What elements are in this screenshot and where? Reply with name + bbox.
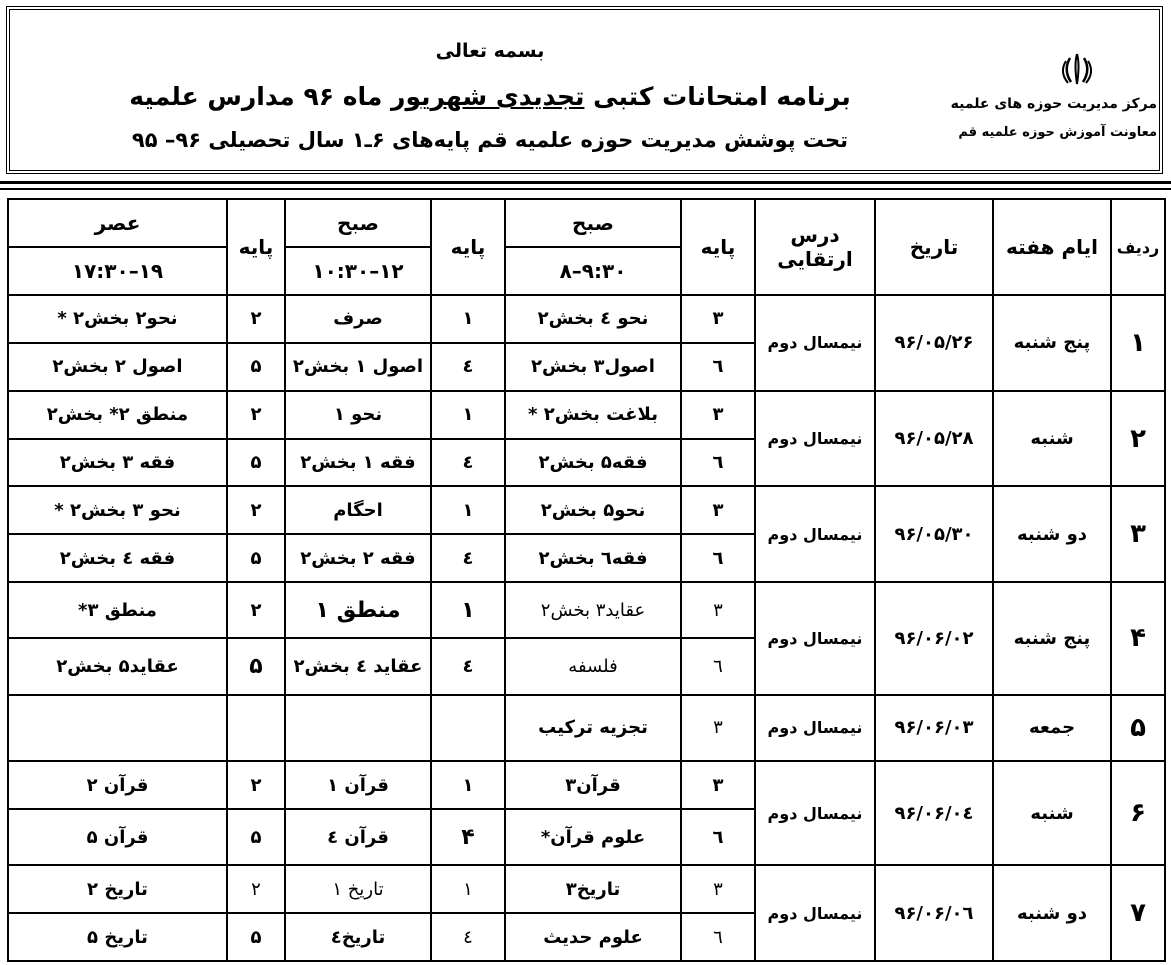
exam-schedule-table bbox=[7, 198, 1166, 962]
cell-paye-1: ٦ bbox=[681, 809, 755, 865]
cell-paye-1: ٦ bbox=[681, 439, 755, 487]
cell-subject-2: عقاید ٤ بخش۲ bbox=[285, 638, 431, 694]
cell-subject-1: فقه۵ بخش۲ bbox=[505, 439, 681, 487]
header-asr-time: ۱۹–۱۷:۳۰ bbox=[8, 247, 227, 295]
cell-subject-2 bbox=[285, 695, 431, 762]
cell-paye-2: ۱ bbox=[431, 865, 505, 913]
row-dars: نیمسال دوم bbox=[755, 486, 875, 582]
cell-paye-3: ۵ bbox=[227, 809, 285, 865]
cell-subject-1: عقاید۳ بخش۲ bbox=[505, 582, 681, 638]
header-line-2 bbox=[70, 82, 910, 111]
divider bbox=[0, 181, 1171, 184]
row-day: پنج شنبه bbox=[993, 582, 1111, 694]
cell-paye-2: ۴ bbox=[431, 809, 505, 865]
cell-subject-1: علوم قرآن* bbox=[505, 809, 681, 865]
cell-subject-3: عقاید۵ بخش۲ bbox=[8, 638, 227, 694]
header-line-1: بسمه تعالی bbox=[435, 40, 545, 62]
cell-paye-3: ۲ bbox=[227, 865, 285, 913]
cell-paye-3: ۵ bbox=[227, 913, 285, 961]
header-sobh-1: صبح bbox=[505, 199, 681, 247]
cell-paye-2: ۱ bbox=[431, 486, 505, 534]
cell-paye-2: ٤ bbox=[431, 343, 505, 391]
cell-paye-3: ۲ bbox=[227, 486, 285, 534]
header-line-3: تحت پوشش مدیریت حوزه علمیه قم پایه‌های ۶ـ۱ سال تحصیلی ۹۶– ۹۵ bbox=[131, 128, 849, 152]
row-number: ۵ bbox=[1111, 695, 1165, 762]
header-sobh-2: صبح bbox=[285, 199, 431, 247]
cell-subject-1: تجزیه ترکیب bbox=[505, 695, 681, 762]
cell-paye-2: ۱ bbox=[431, 582, 505, 638]
row-date: ۹۶/۰۶/۰۳ bbox=[875, 695, 993, 762]
cell-paye-1: ٦ bbox=[681, 343, 755, 391]
header-paye: پایه bbox=[681, 199, 755, 295]
cell-subject-2: فقه ۲ بخش۲ bbox=[285, 534, 431, 582]
cell-paye-3: ۲ bbox=[227, 391, 285, 439]
cell-paye-2 bbox=[431, 695, 505, 762]
cell-subject-3 bbox=[8, 695, 227, 762]
cell-paye-2: ۱ bbox=[431, 391, 505, 439]
cell-paye-1: ۳ bbox=[681, 582, 755, 638]
cell-subject-3: منطق ۳* bbox=[8, 582, 227, 638]
org-line-2: معاونت آموزش حوزه علمیه قم bbox=[958, 125, 1157, 140]
cell-paye-3: ۵ bbox=[227, 638, 285, 694]
cell-paye-1: ٦ bbox=[681, 638, 755, 694]
row-number: ۴ bbox=[1111, 582, 1165, 694]
header-dars: درس ارتقایی bbox=[755, 199, 875, 295]
cell-subject-1: فلسفه bbox=[505, 638, 681, 694]
row-date: ۹۶/۰۵/۳۰ bbox=[875, 486, 993, 582]
title-part-b: تجدیدی شهریور bbox=[391, 82, 585, 111]
row-date: ۹۶/۰۶/۰۲ bbox=[875, 582, 993, 694]
cell-subject-2: تاریخ ۱ bbox=[285, 865, 431, 913]
cell-paye-3: ۵ bbox=[227, 439, 285, 487]
row-number: ۳ bbox=[1111, 486, 1165, 582]
cell-subject-1: اصول۳ بخش۲ bbox=[505, 343, 681, 391]
row-date: ۹۶/۰۶/۰٦ bbox=[875, 865, 993, 961]
cell-subject-1: فقه٦ بخش۲ bbox=[505, 534, 681, 582]
cell-paye-1: ۳ bbox=[681, 695, 755, 762]
cell-paye-3: ۵ bbox=[227, 343, 285, 391]
cell-paye-3: ۲ bbox=[227, 295, 285, 343]
header-radif: ردیف bbox=[1111, 199, 1165, 295]
row-dars: نیمسال دوم bbox=[755, 582, 875, 694]
cell-paye-1: ۳ bbox=[681, 865, 755, 913]
row-date: ۹۶/۰۵/۲۶ bbox=[875, 295, 993, 391]
header-box bbox=[6, 6, 1163, 174]
row-number: ۷ bbox=[1111, 865, 1165, 961]
row-date: ۹۶/۰۵/۲۸ bbox=[875, 391, 993, 487]
cell-subject-3: قرآن ۵ bbox=[8, 809, 227, 865]
cell-subject-3: قرآن ۲ bbox=[8, 761, 227, 809]
cell-subject-2: نحو ۱ bbox=[285, 391, 431, 439]
cell-paye-1: ۳ bbox=[681, 295, 755, 343]
cell-subject-2: فقه ۱ بخش۲ bbox=[285, 439, 431, 487]
cell-subject-3: تاریخ ۵ bbox=[8, 913, 227, 961]
cell-subject-1: علوم حدیث bbox=[505, 913, 681, 961]
cell-subject-2: منطق ۱ bbox=[285, 582, 431, 638]
header-sobh-1-time: ۹:۳۰–۸ bbox=[505, 247, 681, 295]
cell-subject-2: احگام bbox=[285, 486, 431, 534]
cell-subject-3: اصول ۲ بخش۲ bbox=[8, 343, 227, 391]
header-titles bbox=[70, 10, 910, 170]
header-asr: عصر bbox=[8, 199, 227, 247]
row-dars: نیمسال دوم bbox=[755, 865, 875, 961]
cell-subject-2: قرآن ٤ bbox=[285, 809, 431, 865]
header-paye: پایه bbox=[431, 199, 505, 295]
cell-paye-3: ۲ bbox=[227, 761, 285, 809]
title-part-a: برنامه امتحانات کتبی bbox=[593, 82, 851, 111]
cell-subject-1: تاریخ۳ bbox=[505, 865, 681, 913]
row-number: ۲ bbox=[1111, 391, 1165, 487]
cell-paye-2: ٤ bbox=[431, 913, 505, 961]
cell-subject-3: فقه ۳ بخش۲ bbox=[8, 439, 227, 487]
cell-paye-1: ۳ bbox=[681, 486, 755, 534]
row-dars: نیمسال دوم bbox=[755, 761, 875, 865]
row-day: پنج شنبه bbox=[993, 295, 1111, 391]
row-day: شنبه bbox=[993, 761, 1111, 865]
cell-paye-2: ٤ bbox=[431, 534, 505, 582]
cell-subject-3: فقه ٤ بخش۲ bbox=[8, 534, 227, 582]
row-day: دو شنبه bbox=[993, 486, 1111, 582]
cell-subject-2: اصول ۱ بخش۲ bbox=[285, 343, 431, 391]
cell-paye-1: ۳ bbox=[681, 761, 755, 809]
cell-paye-3: ۵ bbox=[227, 534, 285, 582]
row-date: ۹۶/۰۶/۰٤ bbox=[875, 761, 993, 865]
cell-subject-1: بلاغت بخش۲ * bbox=[505, 391, 681, 439]
divider bbox=[0, 188, 1171, 190]
row-dars: نیمسال دوم bbox=[755, 695, 875, 762]
cell-subject-1: نحو ٤ بخش۲ bbox=[505, 295, 681, 343]
cell-subject-1: نحو۵ بخش۲ bbox=[505, 486, 681, 534]
cell-paye-1: ٦ bbox=[681, 534, 755, 582]
emblem-icon bbox=[1057, 50, 1097, 90]
cell-subject-2: صرف bbox=[285, 295, 431, 343]
row-dars: نیمسال دوم bbox=[755, 391, 875, 487]
header-tarikh: تاریخ bbox=[875, 199, 993, 295]
row-number: ۱ bbox=[1111, 295, 1165, 391]
cell-subject-3: نحو۲ بخش۲ * bbox=[8, 295, 227, 343]
cell-paye-3: ۲ bbox=[227, 582, 285, 638]
header-paye: پایه bbox=[227, 199, 285, 295]
row-day: جمعه bbox=[993, 695, 1111, 762]
cell-paye-1: ٦ bbox=[681, 913, 755, 961]
cell-paye-2: ٤ bbox=[431, 439, 505, 487]
cell-subject-3: نحو ۳ بخش۲ * bbox=[8, 486, 227, 534]
cell-subject-1: قرآن۳ bbox=[505, 761, 681, 809]
cell-paye-1: ۳ bbox=[681, 391, 755, 439]
title-part-c: ماه ۹۶ مدارس علمیه bbox=[129, 82, 383, 111]
row-day: شنبه bbox=[993, 391, 1111, 487]
cell-subject-2: تاریخ٤ bbox=[285, 913, 431, 961]
org-line-1: مرکز مدیریت حوزه های علمیه bbox=[950, 96, 1157, 112]
cell-paye-2: ٤ bbox=[431, 638, 505, 694]
cell-subject-3: تاریخ ۲ bbox=[8, 865, 227, 913]
cell-subject-3: منطق ۲* بخش۲ bbox=[8, 391, 227, 439]
cell-paye-2: ۱ bbox=[431, 761, 505, 809]
row-day: دو شنبه bbox=[993, 865, 1111, 961]
cell-subject-2: قرآن ۱ bbox=[285, 761, 431, 809]
header-sobh-2-time: ۱۲–۱۰:۳۰ bbox=[285, 247, 431, 295]
row-dars: نیمسال دوم bbox=[755, 295, 875, 391]
cell-paye-2: ۱ bbox=[431, 295, 505, 343]
header-ayam: ایام هفته bbox=[993, 199, 1111, 295]
cell-paye-3 bbox=[227, 695, 285, 762]
row-number: ۶ bbox=[1111, 761, 1165, 865]
